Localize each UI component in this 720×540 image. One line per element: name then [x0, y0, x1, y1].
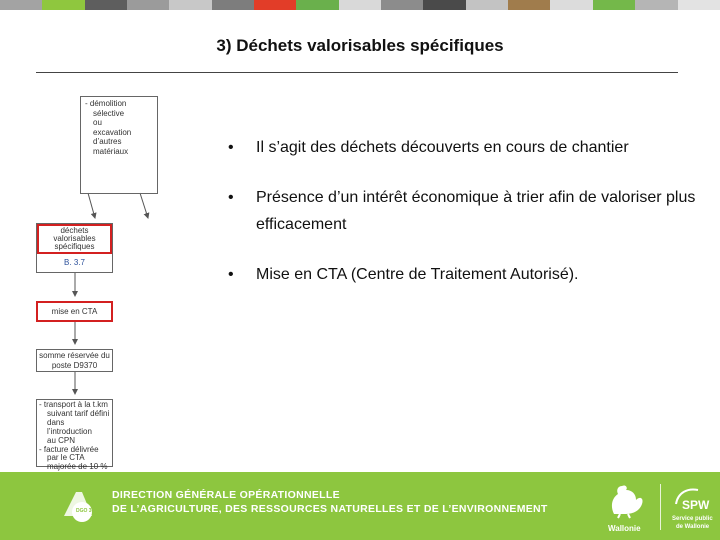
- flow-text: - facture délivrée: [39, 444, 99, 454]
- top-bar-segment: [169, 0, 211, 10]
- flow-text: au CPN: [47, 435, 76, 445]
- bullet-text: Présence d’un intérêt économique à trier afin de valoriser plus efficacement: [256, 189, 696, 233]
- spw-subtitle-2: de Wallonie: [676, 524, 710, 530]
- flow-text: majorée de 10 %: [47, 462, 108, 472]
- top-bar-segment: [593, 0, 635, 10]
- top-bar-segment: [85, 0, 127, 10]
- reference-link[interactable]: B. 3.7: [64, 258, 85, 267]
- flowchart: [0, 90, 200, 480]
- top-bar-segment: [508, 0, 550, 10]
- spw-subtitle-1: Service public: [672, 516, 713, 522]
- flow-text: excavation: [93, 127, 132, 137]
- top-bar-segment: [42, 0, 84, 10]
- flow-box-somme-reservee: [36, 349, 113, 372]
- bullet-symbol: •: [228, 139, 234, 156]
- footer-line-2: DE L’AGRICULTURE, DES RESSOURCES NATURELLES ET DE L’ENVIRONNEMENT: [112, 503, 548, 515]
- top-bar-segment: [381, 0, 423, 10]
- top-bar-segment: [127, 0, 169, 10]
- flow-box-transport: [36, 399, 113, 472]
- flow-text: - transport à la t.km: [39, 400, 108, 409]
- footer-separator: [660, 484, 661, 530]
- dgo3-logo-icon: [58, 486, 98, 526]
- top-bar-segment: [254, 0, 296, 10]
- bullet-symbol: •: [228, 189, 234, 206]
- flow-text: somme réservée du: [39, 351, 110, 360]
- top-bar-segment: [678, 0, 720, 10]
- bullet-text: Mise en CTA (Centre de Traitement Autorisé).: [256, 266, 579, 283]
- spw-label: SPW: [682, 498, 710, 512]
- flow-text: déchets: [60, 226, 89, 235]
- flow-text: mise en CTA: [51, 307, 98, 316]
- bullet-symbol: •: [228, 266, 234, 283]
- top-bar-segment: [339, 0, 381, 10]
- footer-line-1: DIRECTION GÉNÉRALE OPÉRATIONNELLE: [112, 489, 340, 501]
- flow-text: sélective: [93, 108, 125, 118]
- bullet-list: [228, 134, 698, 311]
- dgo-badge-text: DGO 3: [76, 508, 92, 514]
- flow-text: valorisables: [53, 234, 96, 243]
- bullet-text: Il s’agit des déchets découverts en cours de chantier: [256, 139, 629, 156]
- flow-box-demolition: [80, 96, 158, 194]
- bullet-item: [228, 261, 698, 288]
- top-bar-segment: [635, 0, 677, 10]
- top-bar-segment: [466, 0, 508, 10]
- top-bar-segment: [296, 0, 338, 10]
- flow-text: dans l’introduction: [47, 417, 92, 436]
- flow-box-dechets-valorisables: [36, 223, 113, 273]
- flow-text: d’autres matériaux: [93, 137, 129, 156]
- top-bar-segment: [0, 0, 42, 10]
- footer-banner: [0, 472, 720, 540]
- flow-text: par le CTA: [47, 453, 85, 463]
- flow-text: - démolition: [85, 99, 127, 108]
- flow-text: poste D9370: [51, 360, 98, 370]
- top-bar-segment: [550, 0, 592, 10]
- bullet-item: [228, 184, 698, 238]
- highlight-red-box: [37, 224, 112, 254]
- flow-text: suivant tarif défini: [47, 408, 110, 418]
- title-divider: [36, 72, 678, 73]
- top-bar-segment: [423, 0, 465, 10]
- wallonie-label: Wallonie: [608, 524, 641, 533]
- flow-text: ou: [93, 118, 102, 127]
- top-color-bar: [0, 0, 720, 10]
- flow-text: spécifiques: [54, 242, 95, 251]
- top-bar-segment: [212, 0, 254, 10]
- bullet-item: [228, 134, 698, 161]
- flow-box-mise-en-cta: [36, 301, 113, 322]
- rooster-icon: [604, 480, 648, 520]
- slide-title: 3) Déchets valorisables spécifiques: [216, 36, 504, 55]
